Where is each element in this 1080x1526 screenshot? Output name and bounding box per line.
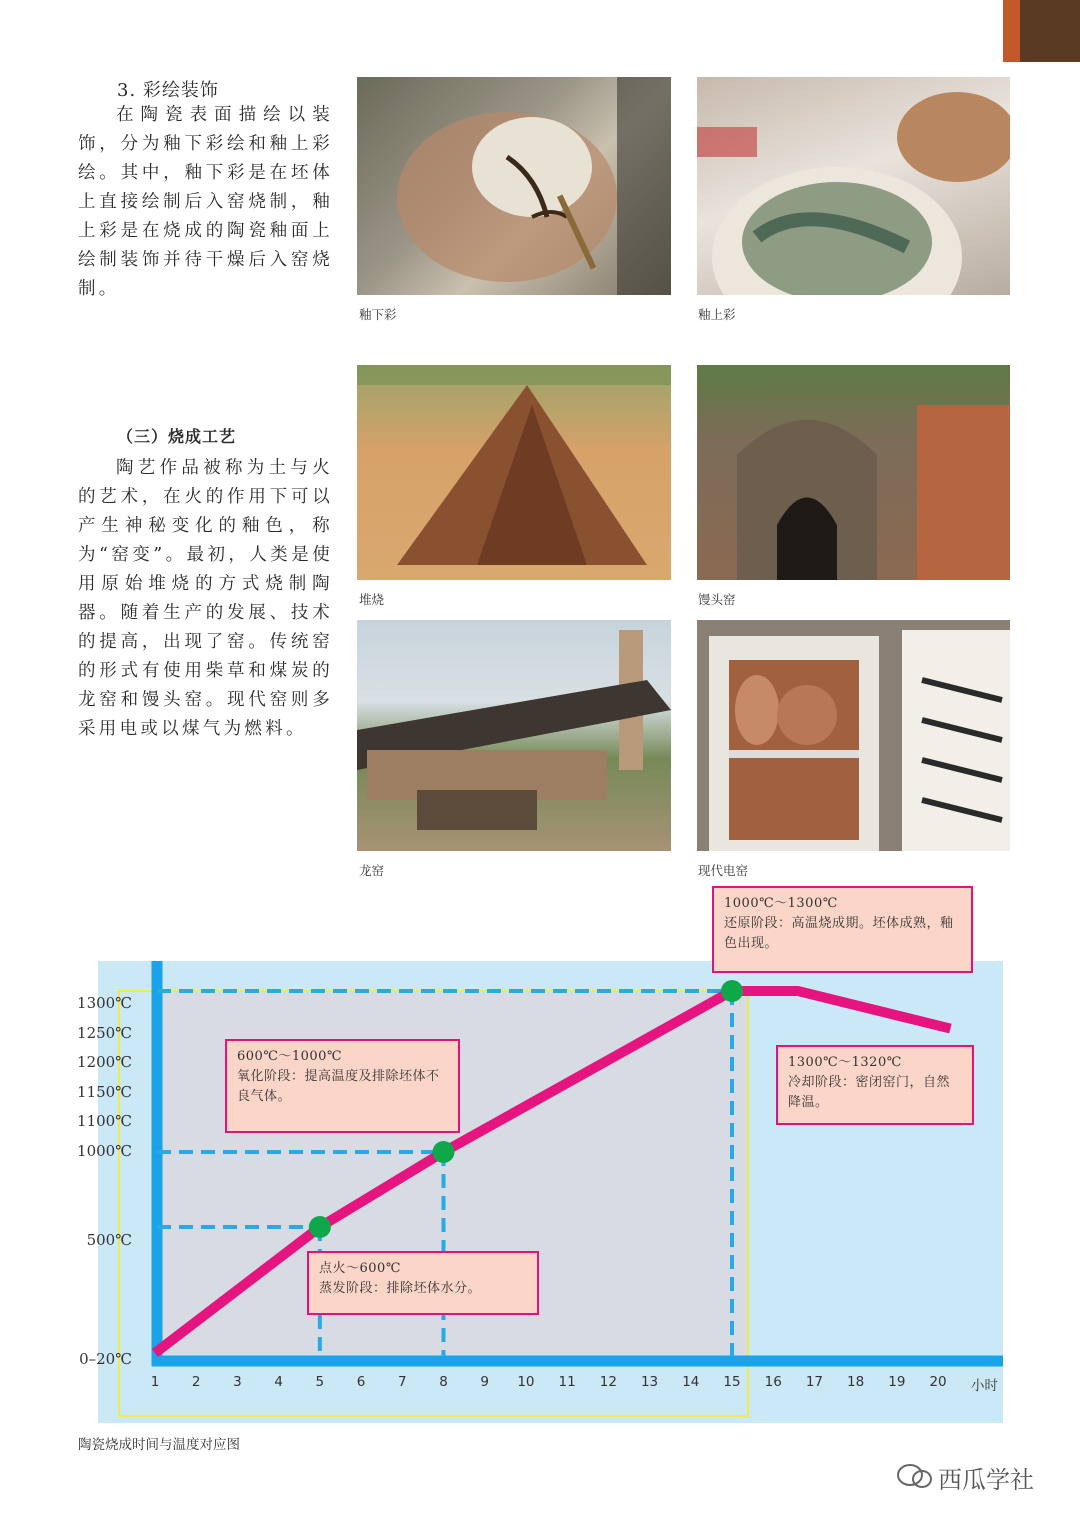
x-tick-label: 10 [517, 1374, 535, 1390]
annotation-text: 氧化阶段：提高温度及排除坯体不良气体。 [237, 1069, 440, 1104]
caption-electric-kiln: 现代电窑 [698, 863, 749, 878]
key-point [309, 1216, 331, 1238]
y-tick-label: 1100℃ [77, 1112, 132, 1130]
annotation-cooling [776, 1045, 974, 1125]
x-tick-label: 3 [233, 1374, 242, 1390]
y-tick-label: 0–20℃ [79, 1350, 132, 1368]
section-firing-title: （三）烧成工艺 [117, 427, 237, 446]
wechat-icon [895, 1461, 935, 1491]
annotation-evaporation [307, 1251, 539, 1315]
annotation-range: 点火～600℃ [319, 1261, 401, 1276]
y-tick-label: 1200℃ [77, 1053, 132, 1071]
x-tick-label: 11 [558, 1374, 576, 1390]
y-tick-label: 1000℃ [77, 1142, 132, 1160]
caption-mantou-kiln: 馒头窑 [698, 592, 736, 607]
y-tick-label: 1250℃ [77, 1024, 132, 1042]
x-axis-unit: 小时 [971, 1378, 998, 1394]
x-tick-label: 14 [682, 1374, 700, 1390]
section-painting-title: 3. 彩绘装饰 [117, 80, 219, 101]
x-tick-label: 15 [723, 1374, 741, 1390]
x-tick-label: 8 [439, 1374, 448, 1390]
y-tick-label: 1300℃ [77, 994, 132, 1012]
caption-dragon-kiln: 龙窑 [359, 863, 385, 878]
x-tick-label: 13 [640, 1374, 659, 1390]
x-tick-label: 5 [315, 1374, 325, 1390]
annotation-range: 1300℃～1320℃ [788, 1055, 902, 1070]
key-point [433, 1141, 455, 1163]
x-tick-label: 6 [356, 1374, 366, 1390]
annotation-oxidation [225, 1039, 460, 1133]
annotation-reduction [712, 886, 973, 973]
y-tick-label: 500℃ [86, 1231, 132, 1249]
key-point [721, 980, 743, 1002]
x-tick-label: 19 [888, 1374, 906, 1390]
x-tick-label: 2 [191, 1374, 201, 1390]
watermark-text: 西瓜学社 [938, 1466, 1034, 1494]
section-firing-body: 陶艺作品被称为土与火的艺术，在火的作用下可以产生神秘变化的釉色，称为“窑变”。最初，人类是使用原始堆烧的方式烧制陶器。随着生产的发展、技术的提高，出现了窑。传统窑的形式有使用柴草和煤炭的龙窑和馒头窑。现代窑则多采用电或以煤气为燃料。 [78, 458, 333, 739]
x-tick-label: 16 [764, 1374, 782, 1390]
x-tick-label: 12 [599, 1374, 617, 1390]
annotation-range: 1000℃～1300℃ [724, 896, 838, 911]
x-tick-label: 4 [274, 1374, 283, 1390]
y-tick-label: 1150℃ [77, 1083, 132, 1101]
caption-pile-firing: 堆烧 [359, 592, 385, 607]
section-painting-body: 在陶瓷表面描绘以装饰，分为釉下彩绘和釉上彩绘。其中，釉下彩是在坯体上直接绘制后入窑烧制，釉上彩是在烧成的陶瓷釉面上绘制装饰并待干燥后入窑烧制。 [78, 105, 333, 299]
caption-overglaze: 釉上彩 [698, 307, 736, 322]
annotation-text: 蒸发阶段：排除坯体水分。 [319, 1281, 482, 1296]
x-tick-label: 9 [480, 1374, 489, 1390]
chart-title: 陶瓷烧成时间与温度对应图 [78, 1437, 240, 1453]
annotation-text: 冷却阶段：密闭窑门，自然降温。 [788, 1075, 951, 1110]
x-tick-label: 20 [929, 1374, 947, 1390]
x-tick-label: 18 [847, 1374, 865, 1390]
x-tick-label: 17 [805, 1374, 824, 1390]
caption-underglaze: 釉下彩 [359, 307, 397, 322]
annotation-range: 600℃～1000℃ [237, 1049, 342, 1064]
annotation-text: 还原阶段：高温烧成期。坯体成熟，釉色出现。 [724, 916, 954, 951]
x-tick-label: 1 [150, 1374, 160, 1390]
x-tick-label: 7 [397, 1374, 407, 1390]
